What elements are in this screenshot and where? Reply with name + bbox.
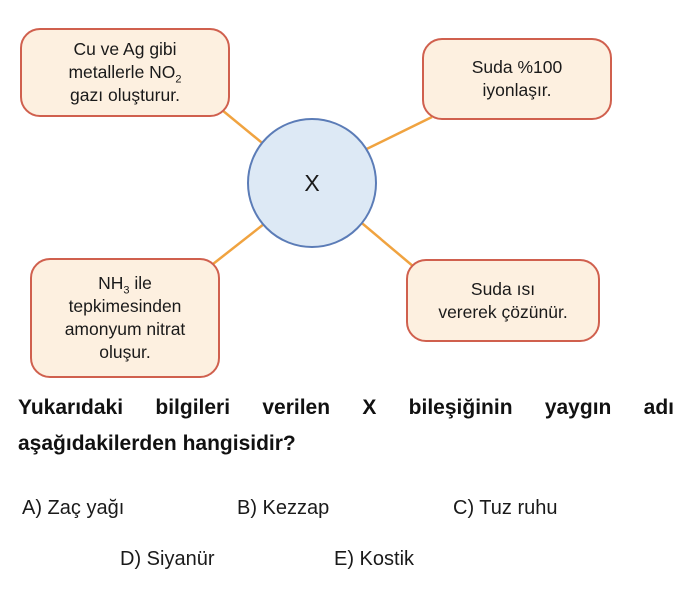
bubble-text-line: Cu ve Ag gibi xyxy=(73,39,177,59)
bubble-text-line: vererek çözünür. xyxy=(438,301,568,322)
subscript: 2 xyxy=(175,73,182,86)
answer-option-d: D) Siyanür xyxy=(120,548,215,570)
question-line-1: Yukarıdaki bilgileri verilen X bileşiğinin yaygın adı xyxy=(18,396,674,419)
question-text xyxy=(18,390,674,462)
bubble-text-line: oluşur. xyxy=(99,342,151,362)
answer-option-a: A) Zaç yağı xyxy=(22,497,125,519)
bubble-text-line: tepkimesinden xyxy=(68,296,182,316)
bubble-text-line: $NH_3$ ile xyxy=(98,273,152,297)
bubble-text-line: Suda %100 xyxy=(471,57,563,77)
center-node-x xyxy=(247,118,377,248)
property-bubble-bottom-left xyxy=(30,258,220,378)
bubble-text-line: gazı oluşturur. xyxy=(70,85,180,105)
center-node-label: X xyxy=(304,169,320,196)
answer-option-e: E) Kostik xyxy=(334,548,415,570)
bubble-text-line: metallerle $NO_2$ xyxy=(68,62,182,86)
bubble-text-line: iyonlaşır. xyxy=(482,80,552,100)
property-bubble-bottom-right xyxy=(406,259,600,342)
question-line-2: aşağıdakilerden hangisidir? xyxy=(18,432,296,455)
answer-option-b: B) Kezzap xyxy=(237,497,330,519)
property-bubble-top-right xyxy=(422,38,612,120)
bubble-text-line: amonyum nitrat xyxy=(64,319,186,339)
bubble-text-line: Suda ısı xyxy=(470,278,536,299)
subscript: 3 xyxy=(123,284,130,297)
property-bubble-top-left xyxy=(20,28,230,117)
answer-option-c: C) Tuz ruhu xyxy=(453,497,558,519)
